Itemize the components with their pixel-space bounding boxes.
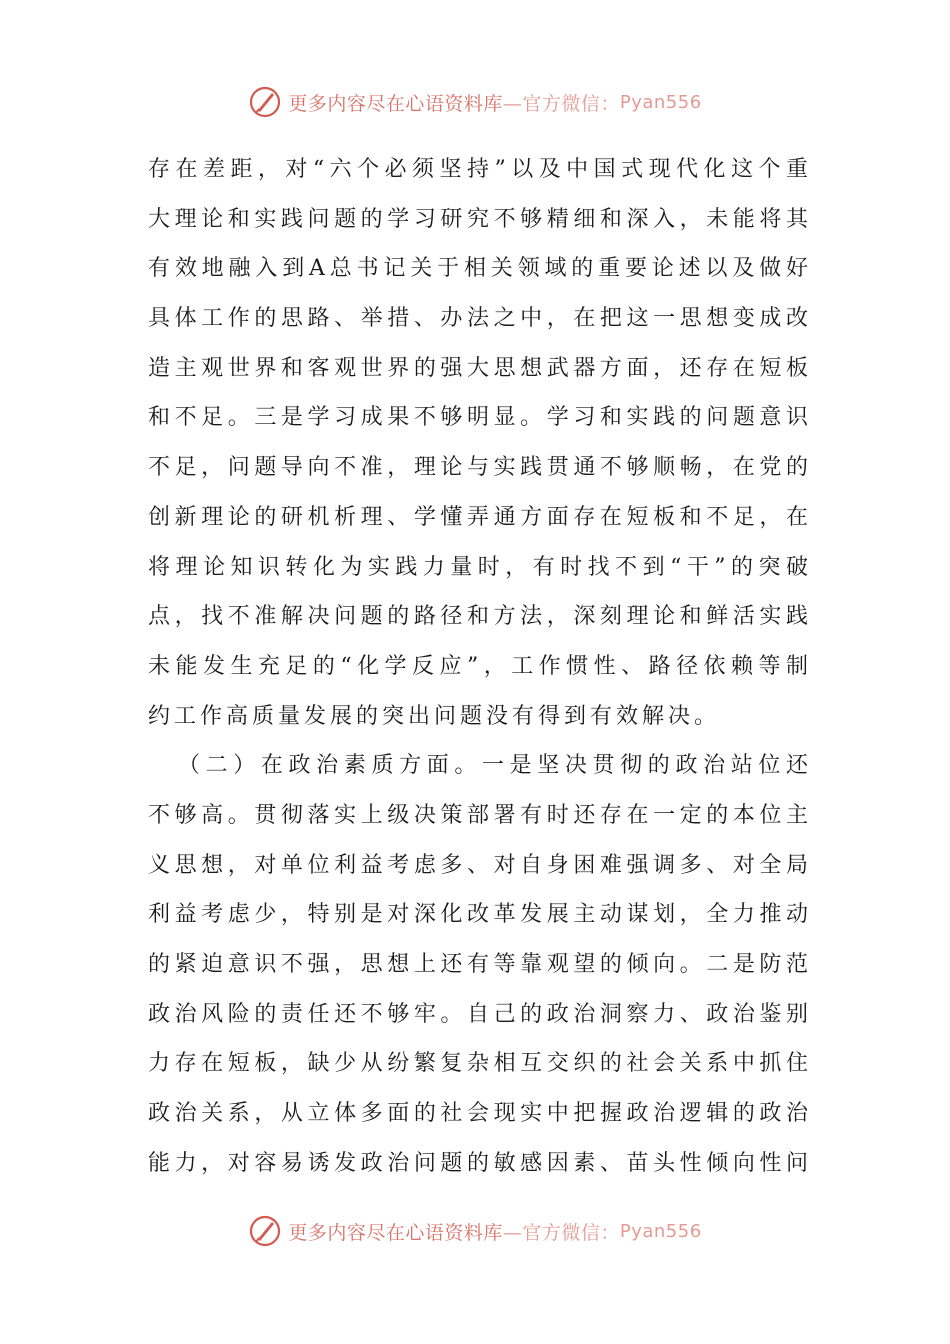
body-line: 创新理论的研机析理、学懂弄通方面存在短板和不足，在 — [148, 504, 808, 530]
document-body — [148, 145, 808, 1188]
watermark-main-text: 更多内容尽在心语资料库 — [288, 92, 503, 115]
section-heading-line: （二）在政治素质方面。一是坚决贯彻的政治站位还 — [178, 753, 808, 779]
header-watermark — [0, 82, 950, 122]
body-line: 的紧迫意识不强，思想上还有等靠观望的倾向。二是防范 — [148, 952, 808, 977]
footer-watermark — [0, 1211, 950, 1251]
body-line: 约工作高质量发展的突出问题没有得到有效解决。 — [148, 703, 721, 729]
body-line: 未能发生充足的“化学反应”，工作惯性、路径依赖等制 — [148, 653, 808, 679]
body-line: 不足，问题导向不准，理论与实践贯通不够顺畅，在党的 — [148, 455, 808, 481]
body-line: 力存在短板，缺少从纷繁复杂相互交织的社会关系中抓住 — [148, 1051, 808, 1077]
quill-pen-logo-icon — [248, 85, 282, 119]
body-line: 造主观世界和客观世界的强大思想武器方面，还存在短板 — [148, 355, 808, 381]
watermark-wechat-id: Pyan556 — [619, 91, 702, 113]
watermark-main-text: 更多内容尽在心语资料库 — [288, 1221, 503, 1244]
body-line: 义思想，对单位利益考虑多、对自身困难强调多、对全局 — [148, 852, 808, 878]
body-line: 利益考虑少，特别是对深化改革发展主动谋划，全力推动 — [148, 902, 808, 928]
body-line: 点，找不准解决问题的路径和方法，深刻理论和鲜活实践 — [148, 604, 808, 630]
body-line: 有效地融入到A总书记关于相关领域的重要论述以及做好 — [148, 256, 808, 282]
watermark-wechat-id: Pyan556 — [619, 1220, 702, 1242]
watermark-sub-text: —官方微信： — [502, 1221, 620, 1244]
body-line: 不够高。贯彻落实上级决策部署有时还存在一定的本位主 — [148, 802, 808, 828]
quill-pen-logo-icon — [248, 1214, 282, 1248]
body-line: 存在差距，对“六个必须坚持”以及中国式现代化这个重 — [148, 157, 808, 182]
watermark-sub-text: —官方微信： — [502, 92, 620, 115]
body-line: 将理论知识转化为实践力量时，有时找不到“干”的突破 — [148, 554, 808, 580]
body-line: 政治风险的责任还不够牢。自己的政治洞察力、政治鉴别 — [148, 1001, 808, 1027]
body-line: 大理论和实践问题的学习研究不够精细和深入，未能将其 — [148, 206, 808, 232]
body-line: 能力，对容易诱发政治问题的敏感因素、苗头性倾向性问 — [148, 1150, 808, 1176]
body-line: 和不足。三是学习成果不够明显。学习和实践的问题意识 — [148, 405, 808, 431]
body-line: 具体工作的思路、举措、办法之中，在把这一思想变成改 — [148, 306, 808, 332]
body-line: 政治关系，从立体多面的社会现实中把握政治逻辑的政治 — [148, 1101, 808, 1127]
